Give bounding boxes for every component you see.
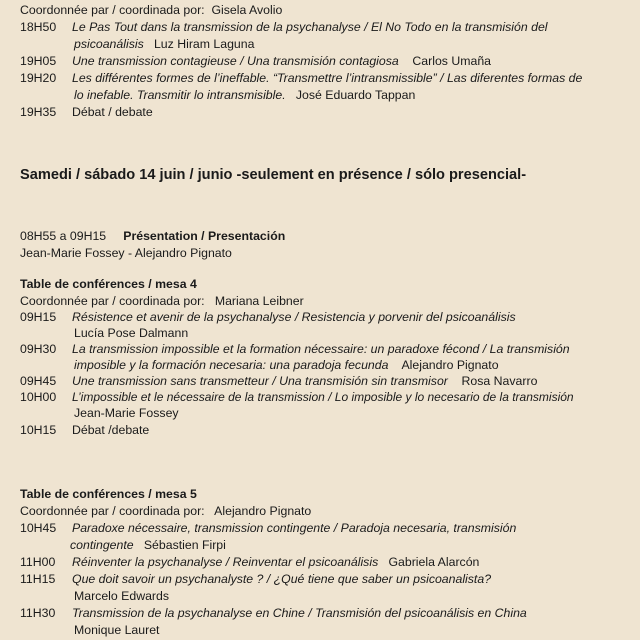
speaker: Rosa Navarro <box>461 374 538 388</box>
talk-line: Une transmission sans transmetteur / Una transmisión sin transmisor Rosa Navarro <box>72 374 538 388</box>
coordinator-line: Coordonnée par / coordinada por: Mariana Leibner <box>20 294 304 308</box>
debate-label: Débat /debate <box>72 423 150 437</box>
talk-title: Transmission de la psychanalyse en Chine / Transmisión del psicoanálisis en China <box>72 606 527 620</box>
session-time: 11H15 <box>20 572 56 586</box>
presentation-people: Jean-Marie Fossey - Alejandro Pignato <box>20 246 232 260</box>
talk-line: Réinventer la psychanalyse / Reinventar el psicoanálisis Gabriela Alarcón <box>72 555 480 569</box>
talk-title: Les différentes formes de l’ineffable. “Transmettre l’intransmissible” / Las diferentes formas de <box>72 71 583 85</box>
session-time: 19H20 <box>20 71 57 85</box>
talk-title: Que doit savoir un psychanalyste ? / ¿Qué tiene que saber un psicoanalista? <box>72 572 492 586</box>
speaker: Luz Hiram Laguna <box>153 37 255 51</box>
session-time: 09H15 <box>20 310 57 324</box>
talk-line: Une transmission contagieuse / Una transmisión contagiosa Carlos Umaña <box>72 54 491 68</box>
session-time: 11H30 <box>20 606 56 620</box>
speaker: Alejandro Pignato <box>401 358 499 372</box>
speaker: Monique Lauret <box>74 623 160 637</box>
section-heading: Table de conférences / mesa 5 <box>20 487 197 501</box>
talk-title-continued: imposible y la formación necesaria: una paradoja fecunda Alejandro Pignato <box>74 358 499 372</box>
talk-title: L’impossible et le nécessaire de la transmission / Lo imposible y lo necesario de la transmisión <box>72 390 574 404</box>
session-time: 11H00 <box>20 555 56 569</box>
speaker: José Eduardo Tappan <box>295 88 416 102</box>
speaker: Marcelo Edwards <box>74 589 169 603</box>
speaker: Carlos Umaña <box>412 54 491 68</box>
session-time: 10H00 <box>20 390 57 404</box>
speaker: Lucía Pose Dalmann <box>74 326 189 340</box>
session-time: 10H15 <box>20 423 57 437</box>
session-time: 09H45 <box>20 374 57 388</box>
coordinator-line: Coordonnée par / coordinada por: Gisela Avolio <box>20 3 283 17</box>
session-time: 19H35 <box>20 105 57 119</box>
talk-title-continued: lo inefable. Transmitir lo intransmisible. José Eduardo Tappan <box>74 88 416 102</box>
session-time: 18H50 <box>20 20 57 34</box>
debate-label: Débat / debate <box>72 105 153 119</box>
talk-title: Le Pas Tout dans la transmission de la psychanalyse / El No Todo en la transmisión del <box>72 20 548 34</box>
speaker: Gabriela Alarcón <box>388 555 480 569</box>
session-time: 10H45 <box>20 521 57 535</box>
talk-title-continued: psicoanálisis Luz Hiram Laguna <box>74 37 255 51</box>
day-heading: Samedi / sábado 14 juin / junio -seulement en présence / sólo presencial- <box>20 167 527 183</box>
talk-title: Résistence et avenir de la psychanalyse / Resistencia y porvenir del psicoanálisis <box>72 310 516 324</box>
session-time: 19H05 <box>20 54 57 68</box>
speaker: Jean-Marie Fossey <box>74 406 179 420</box>
section-heading: Table de conférences / mesa 4 <box>20 277 197 291</box>
talk-title-continued: contingente Sébastien Firpi <box>70 538 226 552</box>
talk-title: Paradoxe nécessaire, transmission contingente / Paradoja necesaria, transmisión <box>72 521 517 535</box>
talk-title: La transmission impossible et la formation nécessaire: un paradoxe fécond / La transmisión <box>72 342 570 356</box>
speaker: Sébastien Firpi <box>143 538 226 552</box>
coordinator-line: Coordonnée par / coordinada por: Alejandro Pignato <box>20 504 312 518</box>
presentation-line: 08H55 a 09H15 Présentation / Presentación <box>20 229 286 243</box>
session-time: 09H30 <box>20 342 57 356</box>
